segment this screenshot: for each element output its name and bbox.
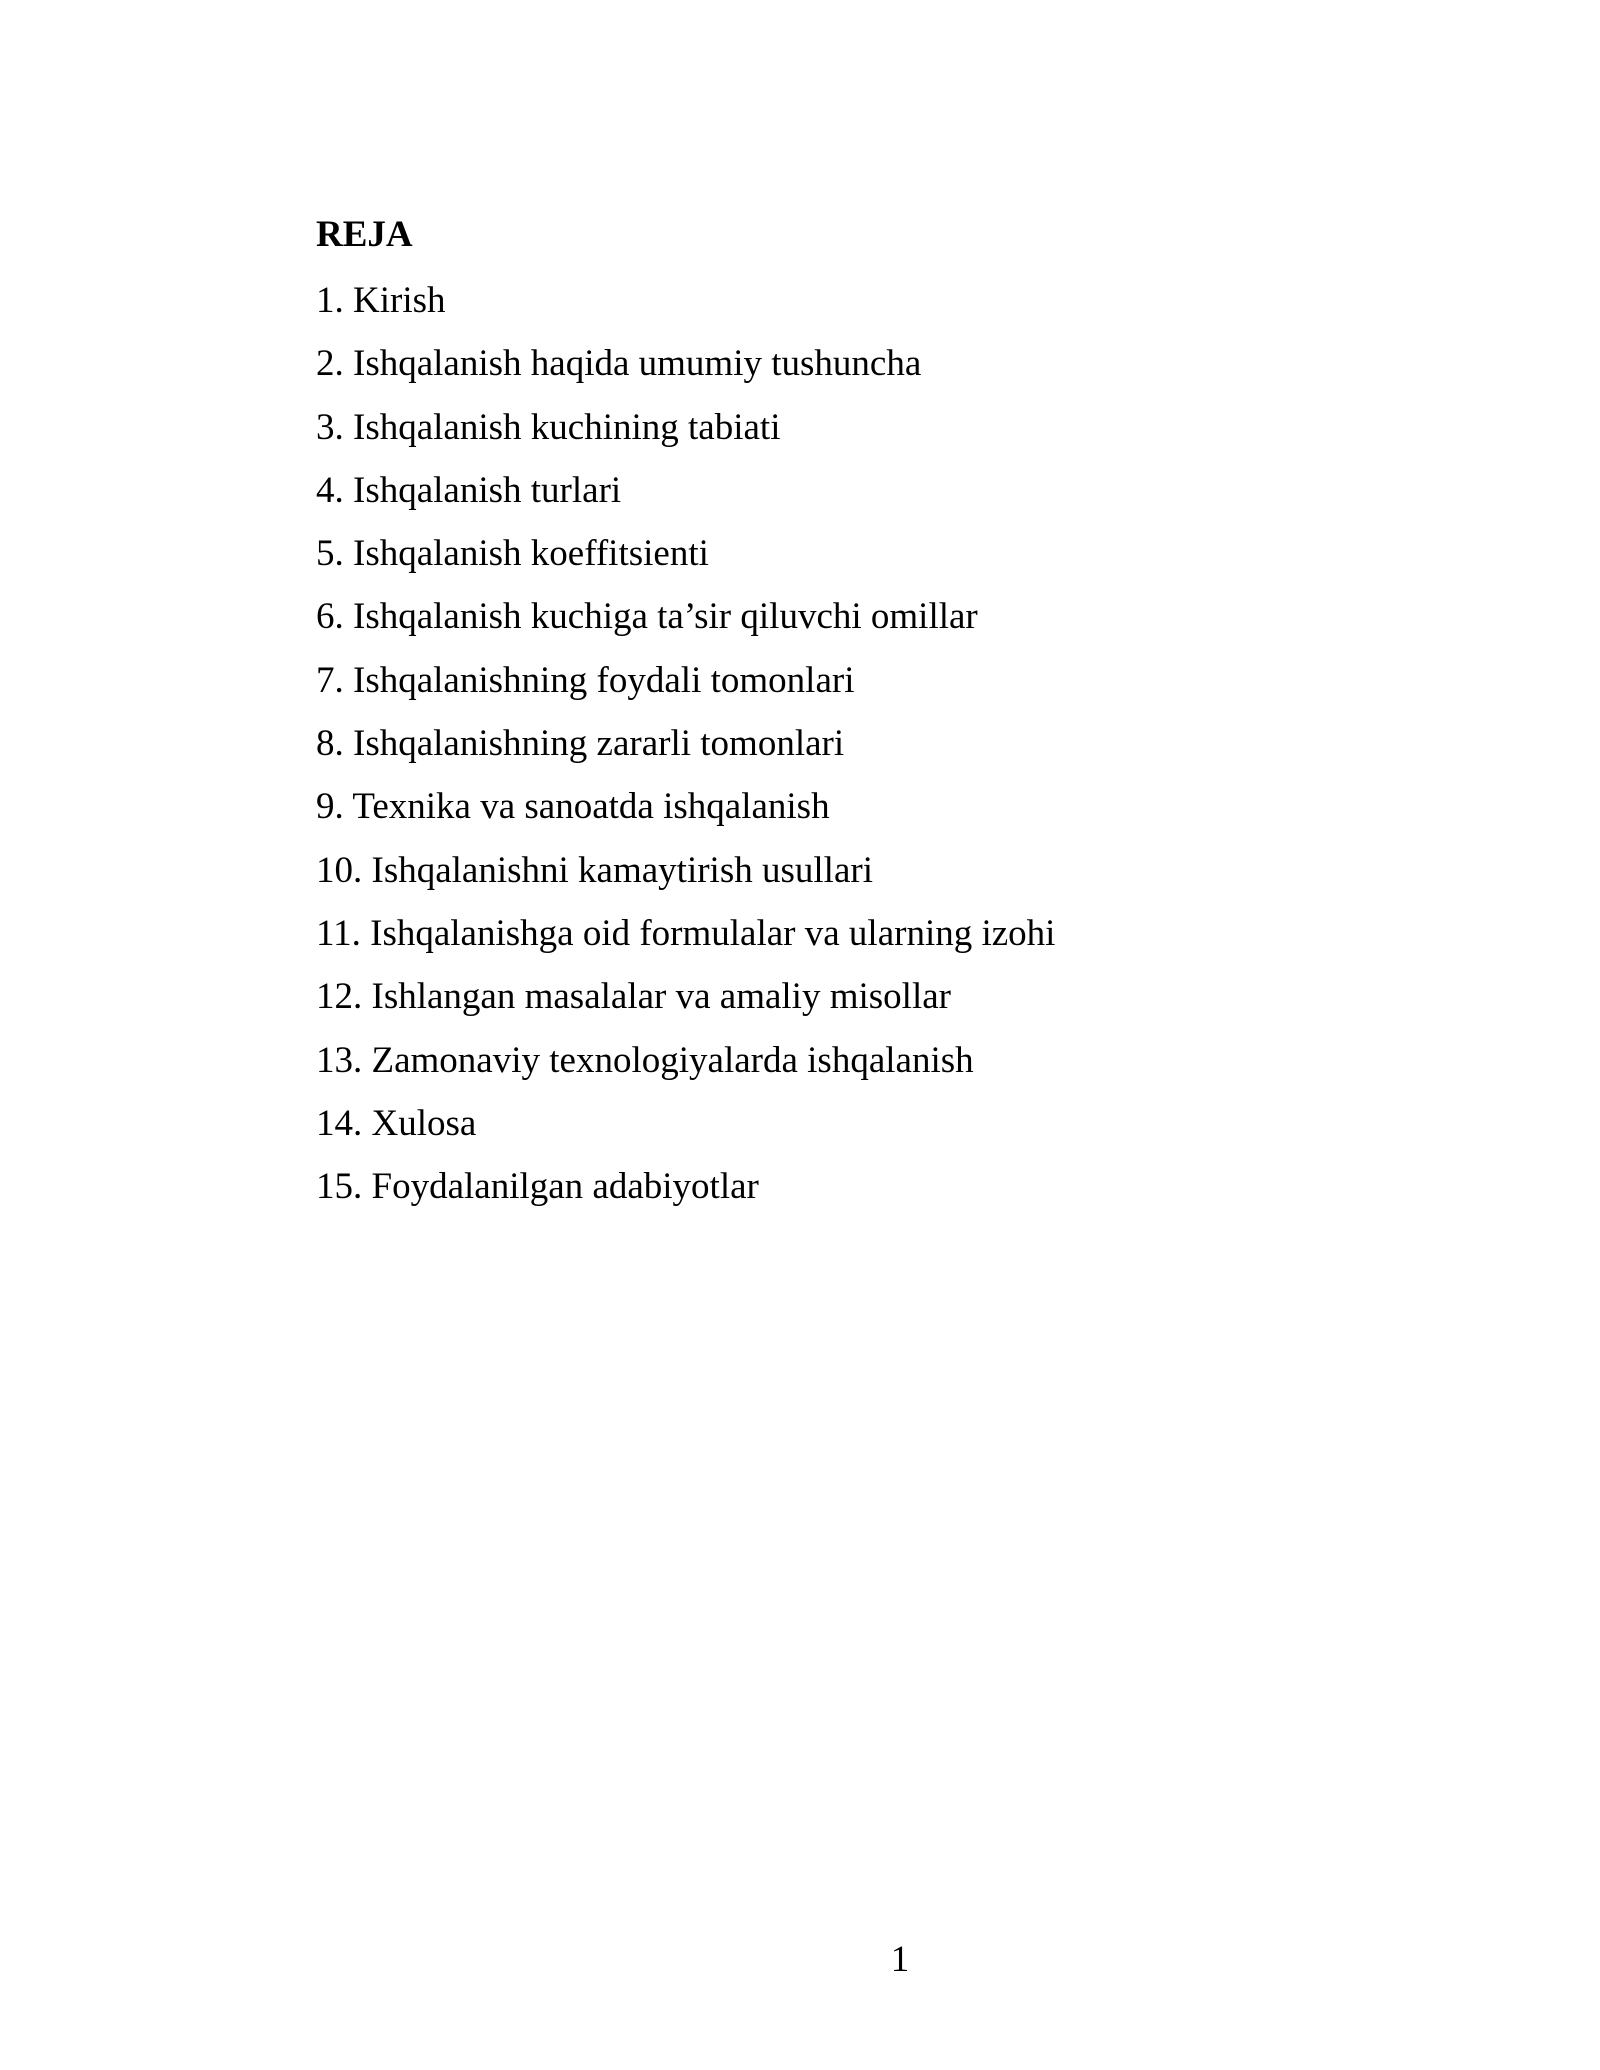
plan-item: 3. Ishqalanish kuchining tabiati [316,406,781,448]
plan-item: 15. Foydalanilgan adabiyotlar [316,1166,759,1208]
plan-item: 2. Ishqalanish haqida umumiy tushuncha [316,343,922,385]
plan-item: 12. Ishlangan masalalar va amaliy misollar [316,976,951,1018]
plan-item: 4. Ishqalanish turlari [316,469,622,511]
plan-item: 5. Ishqalanish koeffitsienti [316,533,709,575]
plan-item: 9. Texnika va sanoatda ishqalanish [316,786,830,828]
plan-item: 11. Ishqalanishga oid formulalar va ularning izohi [316,912,1056,954]
plan-item: 10. Ishqalanishni kamaytirish usullari [316,849,873,891]
page-number: 1 [890,1939,910,1980]
plan-section [316,206,1416,1218]
plan-list [316,269,1416,1218]
plan-item: 1. Kirish [316,280,446,321]
plan-heading: REJA [316,214,413,255]
plan-item: 7. Ishqalanishning foydali tomonlari [316,659,855,701]
plan-item: 13. Zamonaviy texnologiyalarda ishqalanish [316,1039,974,1081]
plan-item: 14. Xulosa [316,1102,477,1144]
plan-item: 6. Ishqalanish kuchiga ta’sir qiluvchi omillar [316,596,978,638]
plan-item: 8. Ishqalanishning zararli tomonlari [316,723,845,765]
